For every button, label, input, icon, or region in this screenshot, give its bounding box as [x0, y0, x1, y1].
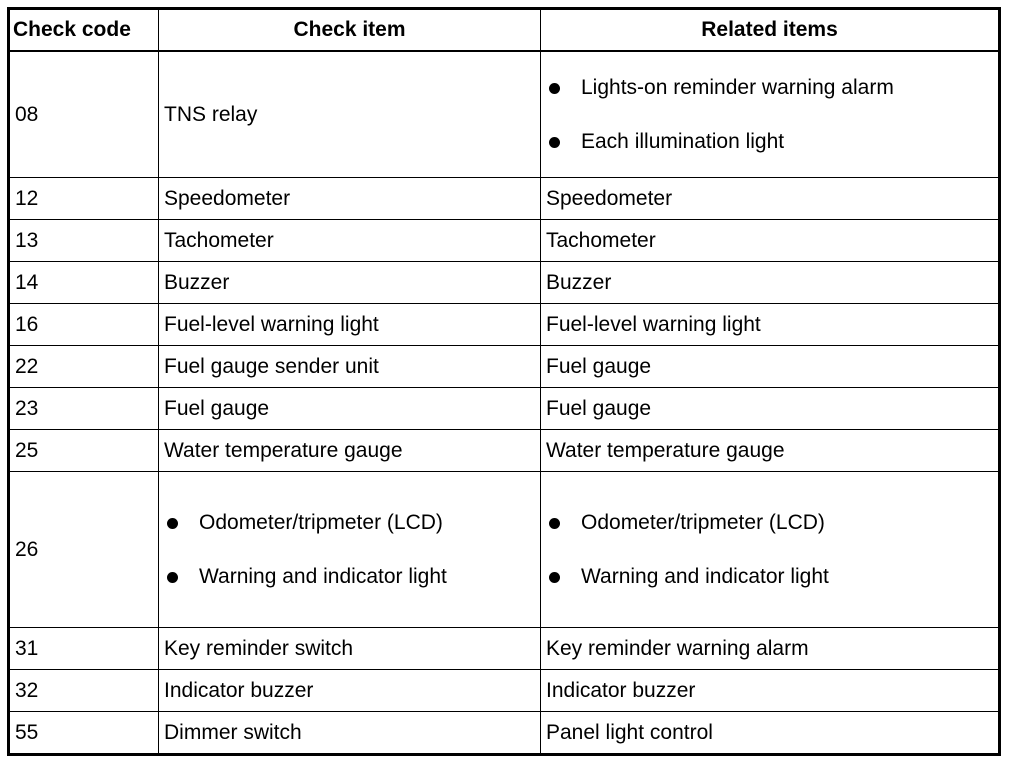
- related-items-cell: [541, 472, 1000, 628]
- related-items-cell: Buzzer: [541, 262, 1000, 304]
- list-item: Odometer/tripmeter (LCD): [546, 508, 993, 538]
- related-items-cell: Speedometer: [541, 178, 1000, 220]
- check-item-cell: Key reminder switch: [159, 628, 541, 670]
- check-code-cell: 32: [9, 670, 159, 712]
- table-row: [9, 712, 1000, 755]
- check-item-cell: Indicator buzzer: [159, 670, 541, 712]
- check-item-cell: Fuel-level warning light: [159, 304, 541, 346]
- check-item-cell: [159, 472, 541, 628]
- table-row: [9, 430, 1000, 472]
- list-item: Warning and indicator light: [546, 562, 993, 592]
- list-item: Each illumination light: [546, 127, 993, 157]
- list-item: Odometer/tripmeter (LCD): [164, 508, 535, 538]
- table-row: [9, 262, 1000, 304]
- check-code-cell: 26: [9, 472, 159, 628]
- check-item-cell: Dimmer switch: [159, 712, 541, 755]
- check-code-cell: 55: [9, 712, 159, 755]
- table-row: [9, 388, 1000, 430]
- list-item: Lights-on reminder warning alarm: [546, 73, 993, 103]
- check-code-cell: 08: [9, 51, 159, 178]
- related-items-cell: Water temperature gauge: [541, 430, 1000, 472]
- check-item-cell: TNS relay: [159, 51, 541, 178]
- related-items-cell: Fuel gauge: [541, 346, 1000, 388]
- table-row: [9, 51, 1000, 178]
- check-item-cell: Fuel gauge: [159, 388, 541, 430]
- check-item-cell: Speedometer: [159, 178, 541, 220]
- check-code-cell: 25: [9, 430, 159, 472]
- check-code-cell: 16: [9, 304, 159, 346]
- check-code-cell: 14: [9, 262, 159, 304]
- table-row: [9, 178, 1000, 220]
- check-item-cell: Water temperature gauge: [159, 430, 541, 472]
- table-header-row: [9, 9, 1000, 52]
- table-row: [9, 628, 1000, 670]
- check-item-cell: Tachometer: [159, 220, 541, 262]
- related-items-list: [546, 73, 993, 157]
- list-item: Warning and indicator light: [164, 562, 535, 592]
- check-code-cell: 23: [9, 388, 159, 430]
- header-check-item: Check item: [159, 9, 541, 52]
- table-row: [9, 472, 1000, 628]
- check-items-list: [164, 508, 535, 592]
- check-code-cell: 12: [9, 178, 159, 220]
- related-items-list: [546, 508, 993, 592]
- check-code-table: [7, 7, 1001, 756]
- table-row: [9, 670, 1000, 712]
- related-items-cell: Fuel gauge: [541, 388, 1000, 430]
- table-row: [9, 346, 1000, 388]
- check-code-cell: 13: [9, 220, 159, 262]
- related-items-cell: Fuel-level warning light: [541, 304, 1000, 346]
- check-code-cell: 31: [9, 628, 159, 670]
- check-item-cell: Fuel gauge sender unit: [159, 346, 541, 388]
- related-items-cell: Key reminder warning alarm: [541, 628, 1000, 670]
- header-check-code: Check code: [9, 9, 159, 52]
- table-row: [9, 220, 1000, 262]
- check-code-cell: 22: [9, 346, 159, 388]
- related-items-cell: Indicator buzzer: [541, 670, 1000, 712]
- related-items-cell: Panel light control: [541, 712, 1000, 755]
- header-related-items: Related items: [541, 9, 1000, 52]
- related-items-cell: Tachometer: [541, 220, 1000, 262]
- related-items-cell: [541, 51, 1000, 178]
- table-row: [9, 304, 1000, 346]
- check-item-cell: Buzzer: [159, 262, 541, 304]
